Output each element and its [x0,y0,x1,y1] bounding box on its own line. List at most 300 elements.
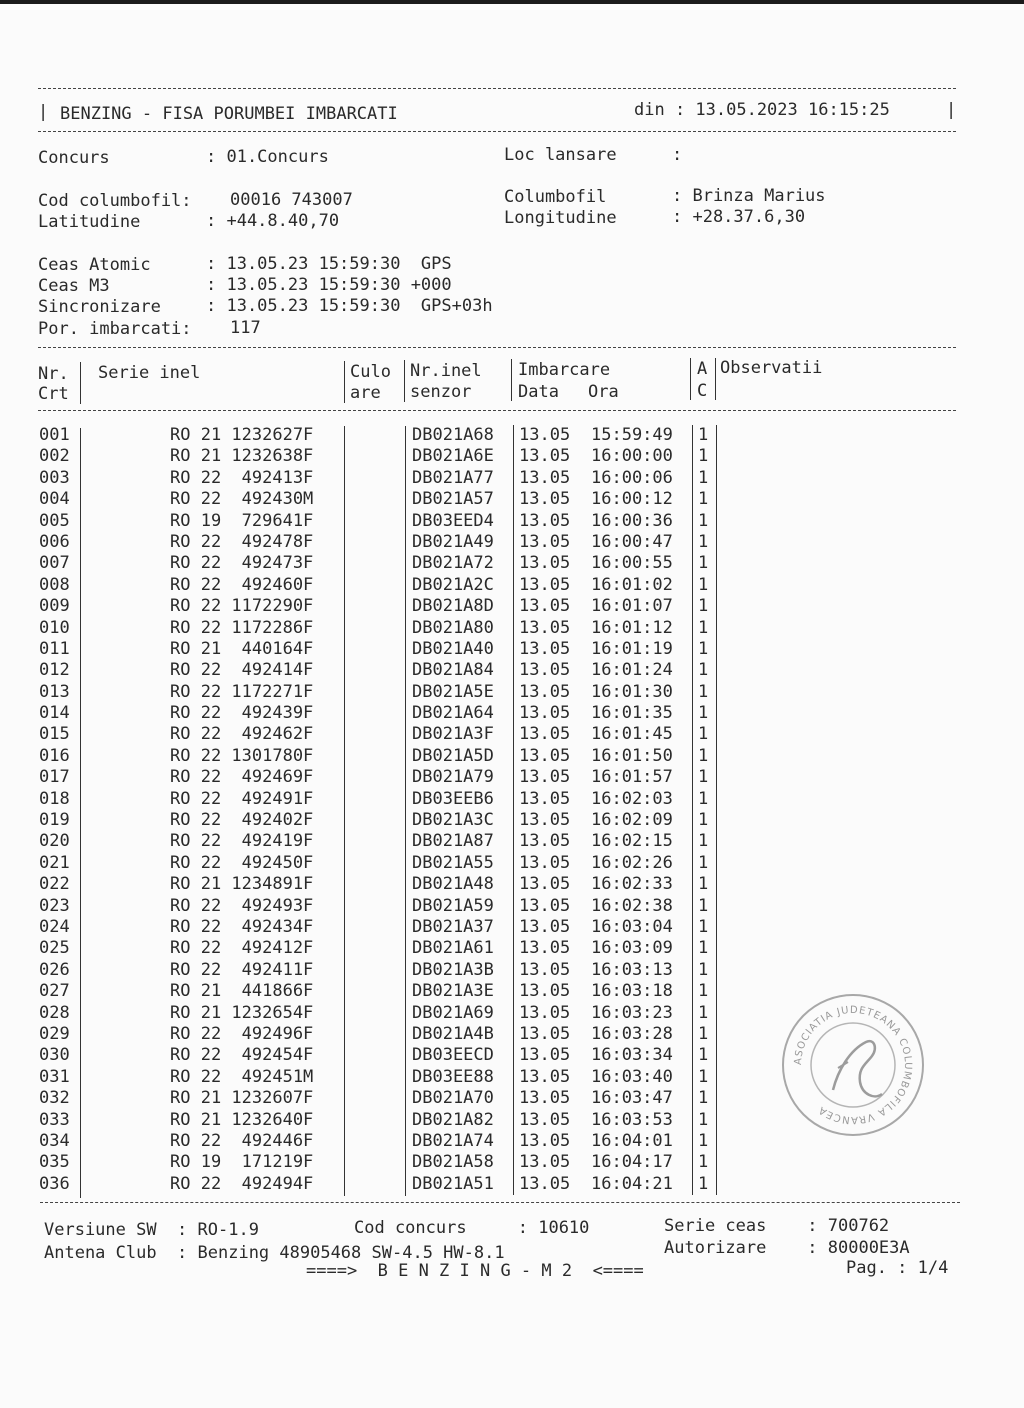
row-ac: 1 [698,425,709,445]
row-senzor: DB03EE88 [412,1066,494,1087]
columbofil-label: Columbofil [504,187,607,207]
row-ac: 1 [698,1173,709,1194]
col-nr-label-2: Crt [38,384,69,404]
body-separator [692,425,693,1195]
row-senzor: DB021A3F [412,724,494,745]
row-data: 13.05 [519,553,571,574]
row-serie-inel: RO 22 492402F [170,810,314,831]
row-ora: 16:04:17 [591,1152,673,1173]
ceas-atomic-value: : 13.05.23 15:59:30 GPS [206,254,452,274]
table-row [36,789,736,810]
row-serie-inel: RO 22 492446F [170,1130,314,1151]
row-senzor: DB021A74 [412,1130,494,1151]
row-nr: 013 [39,681,70,702]
row-nr: 006 [39,531,70,552]
row-data: 13.05 [519,446,571,467]
row-ora: 16:04:01 [591,1130,673,1151]
row-serie-inel: RO 21 1232607F [170,1088,314,1109]
row-senzor: DB021A6E [412,446,494,467]
row-nr: 021 [39,852,70,873]
sincronizare-value: : 13.05.23 15:59:30 GPS+03h [206,296,493,316]
cod-columbofil-label: Cod columbofil: [38,191,192,211]
table-row [36,960,736,981]
row-senzor: DB021A40 [412,638,494,659]
row-nr: 032 [39,1088,70,1109]
sincronizare-label: Sincronizare [38,297,161,317]
table-row [36,767,736,788]
table-row [36,1045,736,1066]
row-senzor: DB021A69 [412,1002,494,1023]
row-serie-inel: RO 22 492494F [170,1173,314,1194]
document-date: din : 13.05.2023 16:15:25 [634,100,890,120]
row-data: 13.05 [519,703,571,724]
row-data: 13.05 [519,895,571,916]
table-header-bottom-rule [38,410,956,411]
col-ora-label: Ora [588,382,619,402]
row-ac: 1 [698,489,709,510]
row-ac: 1 [698,660,709,681]
row-ac: 1 [698,788,709,809]
table-row [36,682,736,703]
row-data: 13.05 [519,767,571,788]
row-ac: 1 [698,852,709,873]
row-senzor: DB021A58 [412,1152,494,1173]
row-ora: 16:01:57 [591,767,673,788]
loc-lansare-value: : [672,145,683,165]
table-row [36,1152,736,1173]
col-serie-label: Serie inel [98,363,201,383]
row-data: 13.05 [519,617,571,638]
row-ora: 16:00:36 [591,510,673,531]
row-ora: 16:00:06 [591,467,673,488]
row-ac: 1 [698,1088,709,1109]
row-ac: 1 [698,916,709,937]
row-nr: 022 [39,874,70,895]
row-senzor: DB021A82 [412,1109,494,1130]
row-ac: 1 [698,831,709,852]
row-data: 13.05 [519,660,571,681]
row-nr: 001 [39,425,70,445]
table-row [36,938,736,959]
row-data: 13.05 [519,467,571,488]
table-row [36,724,736,745]
table-row [36,639,736,660]
row-senzor: DB021A2C [412,574,494,595]
row-data: 13.05 [519,1066,571,1087]
cod-concurs: Cod concurs : 10610 [354,1218,590,1238]
row-nr: 016 [39,745,70,766]
col-inel-label-2: senzor [410,382,472,402]
row-ora: 16:01:45 [591,724,673,745]
antena-club: Antena Club : Benzing 48905468 SW-4.5 HW-8.1 [44,1243,505,1263]
row-ac: 1 [698,703,709,724]
row-serie-inel: RO 22 492430M [170,489,314,510]
row-ora: 16:01:12 [591,617,673,638]
concurs-value: : 01.Concurs [206,147,329,167]
row-ora: 16:03:23 [591,1002,673,1023]
table-row [36,703,736,724]
por-imbarcati-label: Por. imbarcati: [38,319,192,339]
header-separator [404,360,405,402]
row-serie-inel: RO 22 492414F [170,660,314,681]
row-ora: 16:03:53 [591,1109,673,1130]
row-serie-inel: RO 19 171219F [170,1152,314,1173]
row-serie-inel: RO 22 492439F [170,703,314,724]
row-nr: 029 [39,1023,70,1044]
row-nr: 019 [39,810,70,831]
row-serie-inel: RO 21 1232640F [170,1109,314,1130]
row-serie-inel: RO 22 492451M [170,1066,314,1087]
row-senzor: DB021A49 [412,531,494,552]
row-ora: 16:01:19 [591,638,673,659]
row-ora: 16:02:38 [591,895,673,916]
row-ac: 1 [698,745,709,766]
ceas-m3-label: Ceas M3 [38,276,110,296]
boarding-table [36,425,736,1195]
row-senzor: DB021A5D [412,745,494,766]
row-ac: 1 [698,1109,709,1130]
svg-text:ASOCIATIA JUDETEANA COLUMBOFIL: ASOCIATIA JUDETEANA COLUMBOFILA VRANCEA [792,1004,914,1126]
row-senzor: DB021A61 [412,938,494,959]
concurs-label: Concurs [38,148,110,168]
row-nr: 011 [39,638,70,659]
row-data: 13.05 [519,1023,571,1044]
row-nr: 003 [39,467,70,488]
table-row [36,896,736,917]
row-ac: 1 [698,553,709,574]
row-nr: 018 [39,788,70,809]
row-ora: 16:01:24 [591,660,673,681]
row-data: 13.05 [519,981,571,1002]
table-row [36,660,736,681]
row-data: 13.05 [519,959,571,980]
row-serie-inel: RO 22 1172290F [170,596,314,617]
header-left-bar: | [38,102,49,122]
row-serie-inel: RO 22 1301780F [170,745,314,766]
row-ora: 16:01:30 [591,681,673,702]
body-separator [513,425,514,1195]
header-separator [715,358,716,400]
row-ora: 16:03:04 [591,916,673,937]
col-inel-label-1: Nr.inel [410,361,482,381]
row-nr: 009 [39,596,70,617]
autorizare: Autorizare : 80000E3A [664,1238,910,1258]
row-serie-inel: RO 22 492412F [170,938,314,959]
header-separator [511,359,512,401]
row-ora: 16:03:40 [591,1066,673,1087]
table-row [36,810,736,831]
row-ora: 16:03:13 [591,959,673,980]
row-senzor: DB021A3B [412,959,494,980]
row-ac: 1 [698,574,709,595]
table-row [36,618,736,639]
row-serie-inel: RO 22 1172286F [170,617,314,638]
row-nr: 036 [39,1173,70,1194]
row-ora: 16:03:34 [591,1045,673,1066]
body-separator [80,428,81,1198]
association-stamp [778,990,928,1140]
row-nr: 030 [39,1045,70,1066]
col-c-label: C [697,381,708,401]
header-right-bar: | [946,100,957,120]
row-ora: 16:00:55 [591,553,673,574]
row-senzor: DB021A5E [412,681,494,702]
row-data: 13.05 [519,852,571,873]
table-row [36,981,736,1002]
table-row [36,831,736,852]
header-separator [690,358,691,400]
body-separator [716,425,717,1195]
latitudine-label: Latitudine [38,212,141,232]
row-ac: 1 [698,510,709,531]
row-data: 13.05 [519,596,571,617]
row-senzor: DB021A51 [412,1173,494,1194]
table-row [36,511,736,532]
table-row [36,874,736,895]
row-serie-inel: RO 21 1232638F [170,446,314,467]
row-ac: 1 [698,938,709,959]
row-ac: 1 [698,638,709,659]
row-senzor: DB021A55 [412,852,494,873]
row-nr: 027 [39,981,70,1002]
row-serie-inel: RO 22 492454F [170,1045,314,1066]
row-ora: 16:02:26 [591,852,673,873]
row-serie-inel: RO 21 441866F [170,981,314,1002]
row-data: 13.05 [519,510,571,531]
row-ora: 16:01:02 [591,574,673,595]
por-imbarcati-value: 117 [230,318,261,338]
row-serie-inel: RO 21 1232654F [170,1002,314,1023]
row-ac: 1 [698,959,709,980]
table-row [36,446,736,467]
table-row [36,1024,736,1045]
row-serie-inel: RO 22 492493F [170,895,314,916]
row-data: 13.05 [519,1109,571,1130]
table-row [36,853,736,874]
row-ac: 1 [698,617,709,638]
row-nr: 025 [39,938,70,959]
row-senzor: DB021A37 [412,916,494,937]
row-serie-inel: RO 22 492434F [170,916,314,937]
row-senzor: DB021A57 [412,489,494,510]
row-data: 13.05 [519,938,571,959]
document-title: BENZING - FISA PORUMBEI IMBARCATI [60,104,398,124]
row-senzor: DB021A4B [412,1023,494,1044]
row-serie-inel: RO 22 492450F [170,852,314,873]
row-data: 13.05 [519,916,571,937]
row-data: 13.05 [519,745,571,766]
row-ora: 16:03:18 [591,981,673,1002]
row-ora: 16:02:09 [591,810,673,831]
row-senzor: DB021A80 [412,617,494,638]
row-ac: 1 [698,1130,709,1151]
row-ac: 1 [698,810,709,831]
row-serie-inel: RO 22 492478F [170,531,314,552]
table-row [36,1110,736,1131]
row-ac: 1 [698,1045,709,1066]
col-a-label: A [697,359,708,379]
row-ora: 16:03:47 [591,1088,673,1109]
ceas-atomic-label: Ceas Atomic [38,255,151,275]
row-senzor: DB021A77 [412,467,494,488]
row-nr: 002 [39,446,70,467]
row-nr: 017 [39,767,70,788]
header-separator [80,362,81,404]
table-row [36,532,736,553]
row-nr: 007 [39,553,70,574]
header-top-rule [38,88,956,89]
row-nr: 035 [39,1152,70,1173]
row-senzor: DB021A72 [412,553,494,574]
row-nr: 004 [39,489,70,510]
row-senzor: DB03EECD [412,1045,494,1066]
header-separator [344,361,345,403]
page-number: Pag. : 1/4 [846,1258,949,1278]
row-ora: 15:59:49 [591,425,673,445]
columbofil-value: : Brinza Marius [672,186,826,206]
row-data: 13.05 [519,425,571,445]
row-senzor: DB021A59 [412,895,494,916]
table-header-top-rule [38,347,956,348]
row-nr: 005 [39,510,70,531]
latitudine-value: : +44.8.40,70 [206,211,340,231]
table-row [36,1174,736,1195]
row-data: 13.05 [519,681,571,702]
row-nr: 031 [39,1066,70,1087]
row-ora: 16:00:00 [591,446,673,467]
table-row [36,1131,736,1152]
benzing-banner: ====> B E N Z I N G - M 2 <==== [306,1261,644,1281]
row-serie-inel: RO 22 492411F [170,959,314,980]
row-senzor: DB021A87 [412,831,494,852]
row-ac: 1 [698,681,709,702]
longitudine-label: Longitudine [504,208,617,228]
row-nr: 008 [39,574,70,595]
page-top-edge [0,0,1024,4]
table-row [36,1067,736,1088]
row-data: 13.05 [519,810,571,831]
row-serie-inel: RO 21 1234891F [170,874,314,895]
row-serie-inel: RO 21 1232627F [170,425,314,445]
row-ora: 16:02:15 [591,831,673,852]
row-data: 13.05 [519,1173,571,1194]
col-data-label: Data [518,382,559,402]
row-ac: 1 [698,1152,709,1173]
row-data: 13.05 [519,489,571,510]
col-culoare-label-1: Culo [350,362,391,382]
footer-top-rule [40,1202,960,1203]
row-nr: 012 [39,660,70,681]
table-row [36,917,736,938]
row-data: 13.05 [519,1088,571,1109]
row-serie-inel: RO 22 492460F [170,574,314,595]
row-ac: 1 [698,446,709,467]
longitudine-value: : +28.37.6,30 [672,207,806,227]
row-nr: 015 [39,724,70,745]
row-ac: 1 [698,895,709,916]
row-serie-inel: RO 22 492491F [170,788,314,809]
col-observatii-label: Observatii [720,358,823,378]
row-serie-inel: RO 21 440164F [170,638,314,659]
row-ac: 1 [698,767,709,788]
row-ora: 16:02:03 [591,788,673,809]
row-nr: 034 [39,1130,70,1151]
row-ac: 1 [698,531,709,552]
table-row [36,1003,736,1024]
row-data: 13.05 [519,874,571,895]
row-ora: 16:01:07 [591,596,673,617]
row-nr: 033 [39,1109,70,1130]
row-nr: 028 [39,1002,70,1023]
col-nr-label-1: Nr. [38,364,69,384]
row-senzor: DB021A64 [412,703,494,724]
row-ac: 1 [698,1066,709,1087]
row-senzor: DB021A48 [412,874,494,895]
row-ora: 16:03:09 [591,938,673,959]
body-separator [344,426,345,1196]
header-bottom-rule [38,131,956,132]
row-senzor: DB021A3C [412,810,494,831]
row-senzor: DB021A8D [412,596,494,617]
row-data: 13.05 [519,1152,571,1173]
row-data: 13.05 [519,1130,571,1151]
row-ora: 16:01:50 [591,745,673,766]
row-ac: 1 [698,1002,709,1023]
row-data: 13.05 [519,1045,571,1066]
row-data: 13.05 [519,788,571,809]
row-nr: 024 [39,916,70,937]
row-serie-inel: RO 22 492496F [170,1023,314,1044]
versiune-sw: Versiune SW : RO-1.9 [44,1220,259,1240]
row-ac: 1 [698,724,709,745]
ceas-m3-value: : 13.05.23 15:59:30 +000 [206,275,452,295]
row-nr: 010 [39,617,70,638]
table-row [36,425,736,446]
row-serie-inel: RO 22 492419F [170,831,314,852]
row-senzor: DB03EED4 [412,510,494,531]
row-serie-inel: RO 22 492462F [170,724,314,745]
row-nr: 014 [39,703,70,724]
row-nr: 026 [39,959,70,980]
row-senzor: DB021A79 [412,767,494,788]
row-ac: 1 [698,981,709,1002]
serie-ceas: Serie ceas : 700762 [664,1216,890,1236]
row-serie-inel: RO 22 492413F [170,467,314,488]
table-row [36,468,736,489]
row-senzor: DB021A3E [412,981,494,1002]
col-imbarcare-label: Imbarcare [518,360,611,380]
table-row [36,575,736,596]
loc-lansare-label: Loc lansare [504,145,617,165]
row-ac: 1 [698,467,709,488]
row-ac: 1 [698,596,709,617]
body-separator [405,426,406,1196]
row-data: 13.05 [519,831,571,852]
row-serie-inel: RO 22 492469F [170,767,314,788]
row-senzor: DB021A70 [412,1088,494,1109]
row-ora: 16:01:35 [591,703,673,724]
row-ac: 1 [698,1023,709,1044]
row-data: 13.05 [519,531,571,552]
row-serie-inel: RO 22 492473F [170,553,314,574]
row-data: 13.05 [519,574,571,595]
row-data: 13.05 [519,724,571,745]
cod-columbofil-value: 00016 743007 [230,190,353,210]
row-serie-inel: RO 19 729641F [170,510,314,531]
table-row [36,1088,736,1109]
row-ora: 16:04:21 [591,1173,673,1194]
row-ora: 16:02:33 [591,874,673,895]
